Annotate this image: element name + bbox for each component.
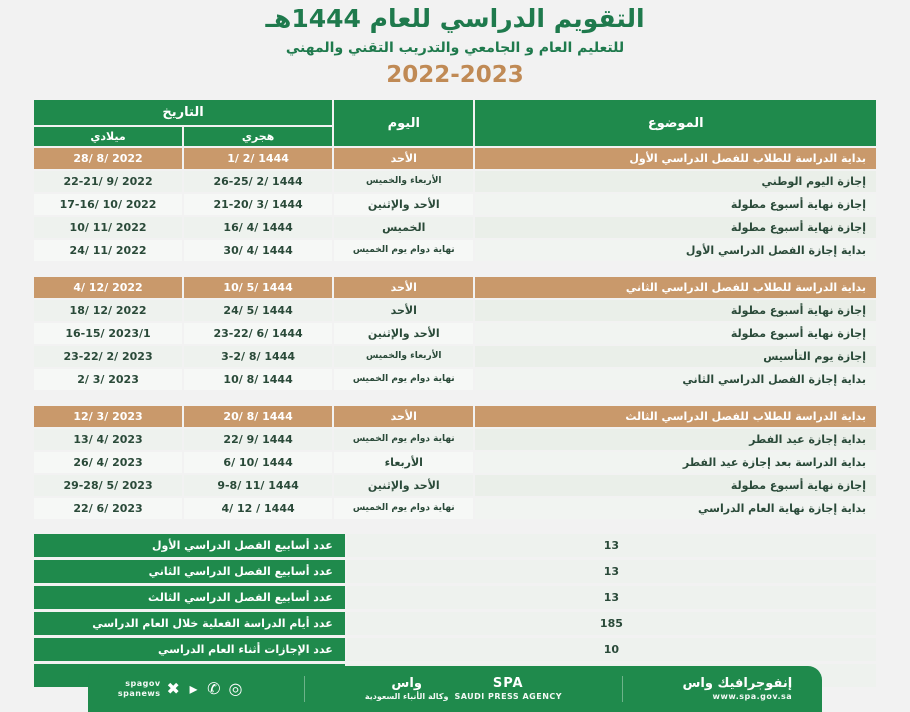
cell-subject: إجازة اليوم الوطني [475,171,876,192]
term-separator [34,392,876,404]
cell-day: الخميس [334,217,473,238]
cell-gregorian: 2022 /12 /18 [34,300,182,321]
cell-gregorian: 2022 /8 /28 [34,148,182,169]
cell-subject: بداية الدراسة للطلاب للفصل الدراسي الأول [475,148,876,169]
cell-hijri: 1444 /2 /1 [184,148,332,169]
table-row [34,217,876,238]
footer-social-handle-1: spagov [125,679,161,689]
cell-gregorian: 2022 /11 /24 [34,240,182,261]
summary-row [34,612,876,635]
table-row [34,277,876,298]
summary-value: 10 [347,638,876,661]
cell-day: نهاية دوام يوم الخميس [334,429,473,450]
cell-subject: بداية إجازة نهاية العام الدراسي [475,498,876,519]
cell-gregorian: 2023/1 /16-15 [34,323,182,344]
cell-hijri: 1444 /5 /24 [184,300,332,321]
cell-day: الأحد والإثنين [334,323,473,344]
cell-gregorian: 2022 /12 /4 [34,277,182,298]
table-row [34,194,876,215]
footer-divider-1 [622,676,623,702]
table-header-row [34,100,876,125]
cell-day: الأربعاء والخميس [334,346,473,367]
footer-site-url: www.spa.gov.sa [712,692,793,701]
cell-subject: بداية إجازة عيد الفطر [475,429,876,450]
summary-row [34,534,876,557]
table-row [34,406,876,427]
cell-gregorian: 2023 /4 /13 [34,429,182,450]
cell-day: الأحد [334,148,473,169]
cell-subject: إجازة نهاية أسبوع مطولة [475,475,876,496]
academic-year: 2022-2023 [386,62,524,88]
cell-hijri: 1444 /5 /10 [184,277,332,298]
table-row [34,498,876,519]
cell-subject: بداية الدراسة للطلاب للفصل الدراسي الثالث [475,406,876,427]
column-header-gregorian: ميلادي [34,127,182,146]
cell-gregorian: 2023 /3 /12 [34,406,182,427]
cell-subject: إجازة نهاية أسبوع مطولة [475,217,876,238]
footer-site-title: إنفوجرافيك واس [682,676,793,692]
cell-hijri: 1444 /8 /20 [184,406,332,427]
cell-hijri: 1444 /4 /16 [184,217,332,238]
cell-subject: إجازة يوم التأسيس [475,346,876,367]
summary-label: عدد أسابيع الفصل الدراسي الأول [34,534,345,557]
cell-subject: إجازة نهاية أسبوع مطولة [475,323,876,344]
page-subtitle: للتعليم العام و الجامعي والتدريب التقني والمهني [285,40,625,56]
spacer [34,392,876,404]
cell-subject: بداية الدراسة للطلاب للفصل الدراسي الثاني [475,277,876,298]
cell-gregorian: 2023 /3 /2 [34,369,182,390]
summary-value: 13 [347,560,876,583]
column-header-subject: الموضوع [475,100,876,146]
footer-agency-arabic-sub: وكالة الأنباء السعودية [364,692,449,701]
table-row [34,429,876,450]
instagram-icon[interactable]: ◎ [228,679,245,699]
table-row [34,346,876,367]
footer-divider-2 [304,676,305,702]
cell-hijri: 1444 /8 /10 [184,369,332,390]
table-row [34,300,876,321]
summary-row [34,560,876,583]
cell-hijri: 1444 /10 /6 [184,452,332,473]
calendar-table [32,98,878,521]
summary-label: عدد أسابيع الفصل الدراسي الثالث [34,586,345,609]
cell-gregorian: 2023 /4 /26 [34,452,182,473]
social-icons[interactable]: ✆ ▸ ✖ [166,679,223,699]
cell-subject: بداية إجازة الفصل الدراسي الأول [475,240,876,261]
table-row [34,369,876,390]
poster-footer [88,666,822,712]
column-header-hijri: هجري [184,127,332,146]
cell-hijri: 1444 /6 /23-22 [184,323,332,344]
cell-hijri: 1444 /3 /21-20 [184,194,332,215]
cell-hijri: 1444 /11 /9-8 [184,475,332,496]
spacer [34,263,876,275]
table-row [34,475,876,496]
footer-agency [365,676,562,701]
footer-social [118,679,245,698]
cell-day: الأحد [334,300,473,321]
cell-day: الأحد [334,406,473,427]
cell-gregorian: 2022 /9 /22-21 [34,171,182,192]
cell-subject: بداية إجازة الفصل الدراسي الثاني [475,369,876,390]
cell-subject: إجازة نهاية أسبوع مطولة [475,300,876,321]
table-row [34,240,876,261]
cell-hijri: 1444 /8 /3-2 [184,346,332,367]
summary-value: 13 [347,586,876,609]
cell-subject: بداية الدراسة بعد إجازة عيد الفطر [475,452,876,473]
cell-gregorian: 2022 /11 /10 [34,217,182,238]
summary-value: 13 [347,534,876,557]
cell-day: نهاية دوام يوم الخميس [334,369,473,390]
footer-agency-latin-sub: SAUDI PRESS AGENCY [454,692,563,701]
cell-hijri: 1444 / 12 /4 [184,498,332,519]
page-title: التقويم الدراسي للعام 1444هـ [265,4,645,33]
cell-gregorian: 2023 /5 /29-28 [34,475,182,496]
summary-value: 185 [347,612,876,635]
cell-hijri: 1444 /2 /26-25 [184,171,332,192]
summary-label: عدد الإجازات أثناء العام الدراسي [34,638,345,661]
footer-website [682,676,792,701]
cell-day: الأربعاء والخميس [334,171,473,192]
term-separator [34,263,876,275]
calendar-table-body [34,148,876,519]
summary-label: عدد أيام الدراسة الفعلية خلال العام الدراسي [34,612,345,635]
footer-agency-latin: SPA [492,676,524,692]
table-row [34,171,876,192]
cell-hijri: 1444 /4 /30 [184,240,332,261]
summary-row [34,586,876,609]
footer-agency-arabic: واس [391,676,422,692]
cell-day: نهاية دوام يوم الخميس [334,498,473,519]
summary-row [34,638,876,661]
summary-table-body [34,534,876,687]
cell-gregorian: 2022 /10 /17-16 [34,194,182,215]
cell-gregorian: 2023 /2 /23-22 [34,346,182,367]
cell-subject: إجازة نهاية أسبوع مطولة [475,194,876,215]
table-row [34,452,876,473]
footer-social-handle-2: spanews [117,689,161,698]
cell-day: الأربعاء [334,452,473,473]
cell-hijri: 1444 /9 /22 [184,429,332,450]
summary-label: عدد أسابيع الفصل الدراسي الثاني [34,560,345,583]
cell-day: الأحد والإثنين [334,194,473,215]
column-header-date: التاريخ [34,100,332,125]
cell-gregorian: 2023 /6 /22 [34,498,182,519]
column-header-day: اليوم [334,100,473,146]
cell-day: الأحد والإثنين [334,475,473,496]
poster-header [0,0,910,92]
table-row [34,323,876,344]
table-row [34,148,876,169]
cell-day: نهاية دوام يوم الخميس [334,240,473,261]
cell-day: الأحد [334,277,473,298]
